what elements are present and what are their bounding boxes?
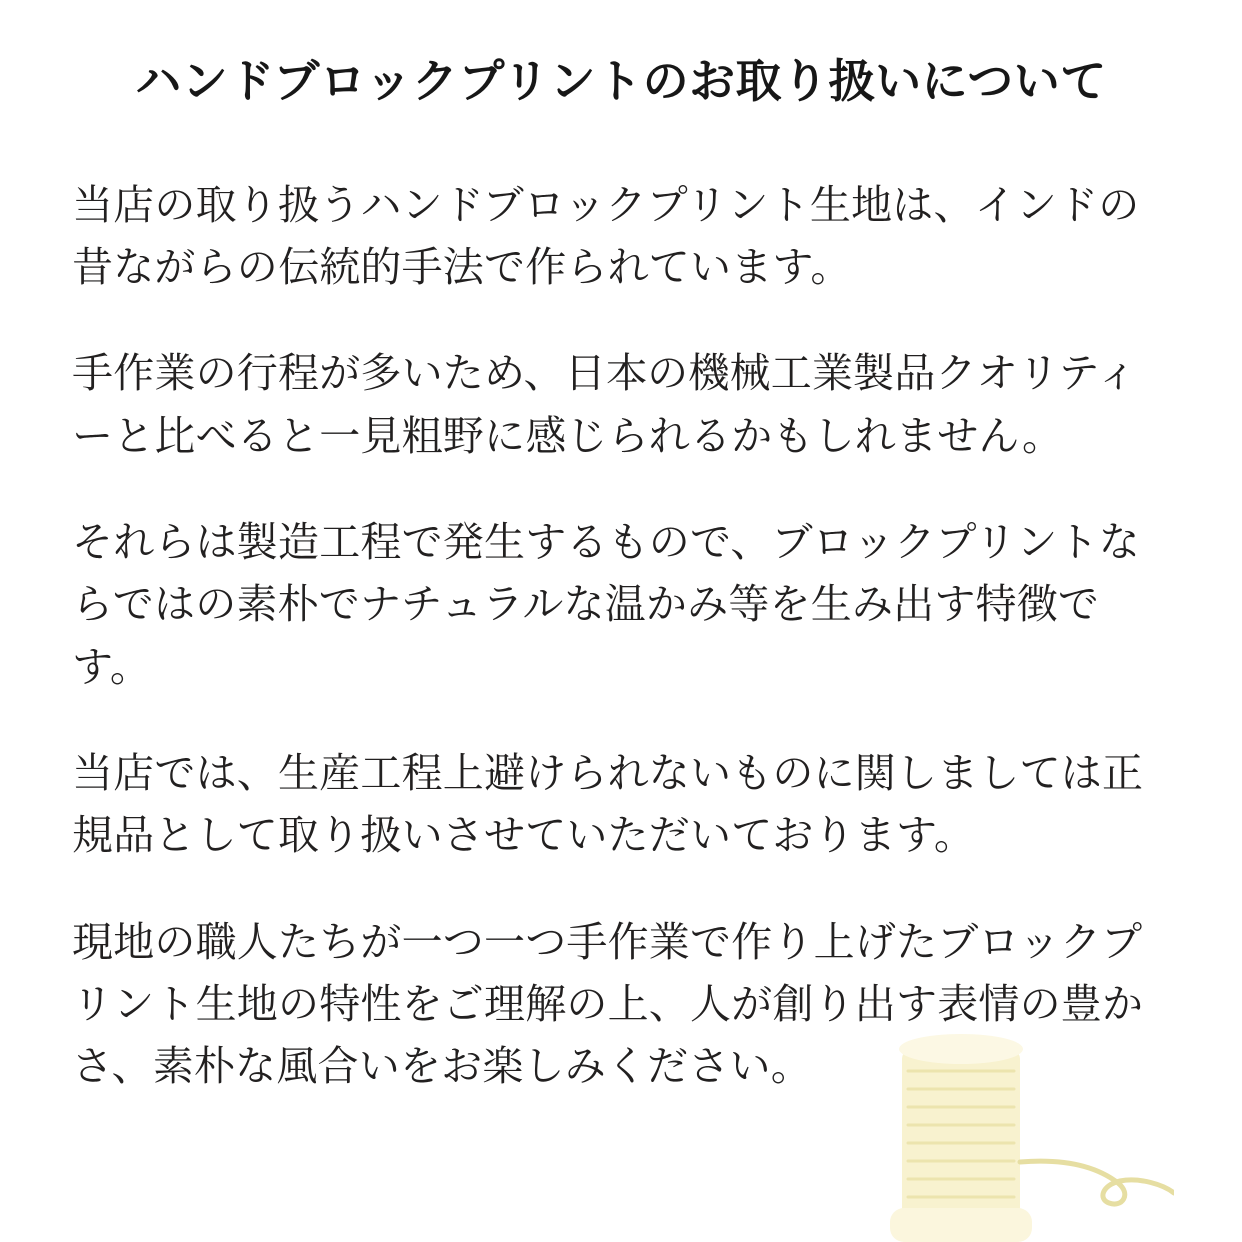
paragraph-5: 現地の職人たちが一つ一つ手作業で作り上げたブロックプリント生地の特性をご理解の上、人が創り出す表情の豊かさ、素朴な風合いをお楽しみください。 (72, 917, 1144, 1091)
paragraph-3: それらは製造工程で発生するもので、ブロックプリントならではの素朴でナチュラルな温かみ等を生み出す特徴です。 (72, 518, 1140, 691)
page-title: ハンドブロックプリントのお取り扱いについて (135, 54, 1107, 108)
paragraph-2: 手作業の行程が多いため、日本の機械工業製品クオリティーと比べると一見粗野に感じられるかもしれません。 (72, 349, 1138, 460)
paragraph-4: 当店では、生産工程上避けられないものに関しましては正規品として取り扱いさせていただいております。 (72, 748, 1144, 860)
paragraph-1: 当店の取り扱うハンドブロックプリント生地は、インドの昔ながらの伝統的手法で作られています。 (72, 180, 1140, 292)
document-body (72, 174, 1170, 1098)
